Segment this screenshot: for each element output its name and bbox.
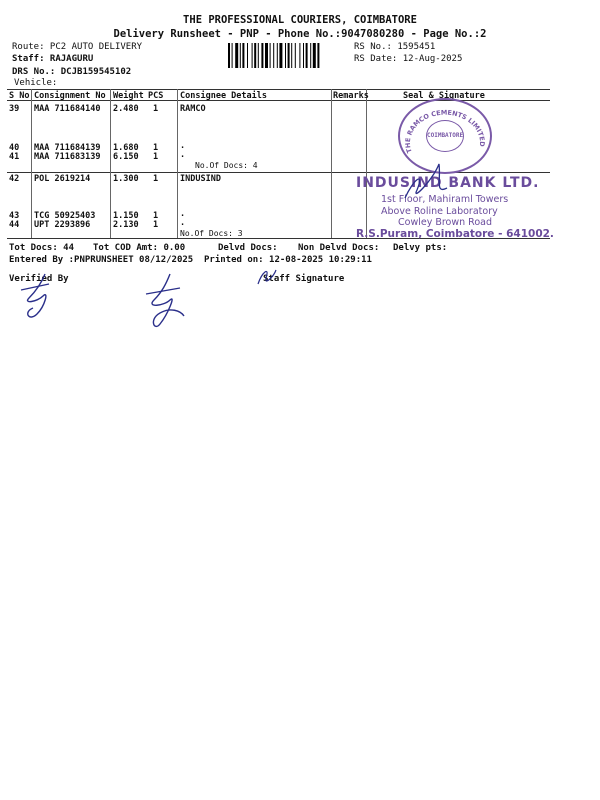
printed-on: Printed on: 12-08-2025 10:29:11 [204, 255, 372, 265]
barcode-bar [265, 43, 268, 68]
row-sno: 43 [9, 211, 20, 221]
barcode-bar [303, 43, 304, 68]
row-pcs: 1 [153, 152, 159, 162]
barcode-bar [285, 43, 286, 68]
barcode-bar [288, 43, 290, 68]
row-weight: 1.150 [113, 211, 139, 221]
row-sno: 44 [9, 220, 20, 230]
barcode-bar [228, 43, 230, 68]
header-pcs: PCS [148, 91, 164, 101]
barcode-bar [254, 43, 256, 68]
delivery-points: Delvy pts: [393, 243, 448, 253]
barcode-bar [252, 43, 253, 68]
header-remarks: Remarks [333, 91, 369, 101]
row-consignee: RAMCO [180, 104, 206, 114]
group-docs-count: No.Of Docs: 4 [195, 161, 258, 170]
barcode-bar [235, 43, 238, 68]
runsheet-title: Delivery Runsheet - PNP - Phone No.:9047080280 - Page No.:2 [113, 28, 487, 40]
barcode-bar [242, 43, 244, 68]
total-cod: Tot COD Amt: 0.00 [93, 243, 186, 253]
col-divider [110, 89, 111, 238]
delivered-docs: Delvd Docs: [218, 243, 278, 253]
drs-label: DRS No.: DCJB159545102 [12, 67, 132, 77]
header-seal: Seal & Signature [403, 91, 485, 101]
row-weight: 6.150 [113, 152, 139, 162]
col-divider [366, 89, 367, 238]
bank-stamp-line2: Above Roline Laboratory [381, 206, 498, 217]
barcode-bar [310, 43, 311, 68]
rs-date: RS Date: 12-Aug-2025 [354, 54, 463, 64]
barcode-bar [240, 43, 241, 68]
total-docs: Tot Docs: 44 [9, 243, 75, 253]
bank-stamp-line4: R.S.Puram, Coimbatore - 641002. [356, 228, 554, 240]
row-consignment: MAA 711683139 [34, 152, 101, 162]
ramco-stamp-center: COIMBATORE [426, 120, 464, 152]
staff-signature-icon [140, 270, 195, 336]
group-docs-count: No.Of Docs: 3 [180, 229, 243, 238]
row-consignee: . [180, 141, 186, 151]
row-consignee: . [180, 209, 186, 219]
seal-signature-icon [395, 150, 455, 210]
row-consignee: INDUSIND [180, 174, 221, 184]
group-divider [7, 172, 550, 173]
barcode-bar [273, 43, 274, 68]
barcode-bar [232, 43, 233, 68]
bank-stamp-name: INDUSIND BANK LTD. [356, 175, 540, 191]
bank-stamp-line3: Cowley Brown Road [398, 217, 493, 228]
barcode-icon [228, 43, 344, 68]
row-consignment: UPT 2293896 [34, 220, 91, 230]
rs-number: RS No.: 1595451 [354, 42, 436, 52]
row-pcs: 1 [153, 220, 159, 230]
barcode-bar [261, 43, 263, 68]
row-pcs: 1 [153, 104, 159, 114]
company-title: THE PROFESSIONAL COURIERS, COIMBATORE [183, 14, 417, 26]
barcode-bar [270, 43, 271, 68]
vehicle-label: Vehicle: [14, 78, 58, 88]
row-pcs: 1 [153, 211, 159, 221]
row-weight: 1.300 [113, 174, 139, 184]
ramco-stamp-ring-text: THE RAMCO CEMENTS LIMITED [403, 108, 487, 154]
barcode-bar [299, 43, 300, 68]
barcode-bar [258, 43, 259, 68]
entered-by: Entered By :PNPRUNSHEET 08/12/2025 [9, 255, 194, 265]
row-consignment: TCG 50925403 [34, 211, 96, 221]
barcode-bar [313, 43, 316, 68]
barcode-bar [295, 43, 296, 68]
header-sno: S No [9, 91, 30, 101]
barcode-bar [317, 43, 319, 68]
table-top-border [7, 89, 550, 90]
barcode-bar [306, 43, 308, 68]
row-consignment: POL 2619214 [34, 174, 91, 184]
row-consignment: MAA 711684140 [34, 104, 101, 114]
row-consignee: . [180, 150, 186, 160]
row-sno: 39 [9, 104, 20, 114]
row-sno: 42 [9, 174, 20, 184]
header-consignee: Consignee Details [180, 91, 267, 101]
row-weight: 2.130 [113, 220, 139, 230]
barcode-bar [291, 43, 292, 68]
row-pcs: 1 [153, 143, 159, 153]
header-weight: Weight [113, 91, 144, 101]
staff-label: Staff: RAJAGURU [12, 54, 94, 64]
row-pcs: 1 [153, 174, 159, 184]
header-consignment: Consignment No [34, 91, 106, 101]
staff-initial-icon [252, 262, 282, 292]
bank-stamp-line1: 1st Floor, Mahiraml Towers [381, 194, 509, 205]
row-weight: 1.680 [113, 143, 139, 153]
non-delivered-docs: Non Delvd Docs: [298, 243, 380, 253]
row-consignee: . [180, 218, 186, 228]
col-divider [177, 89, 178, 238]
verifier-signature-icon [15, 268, 65, 328]
row-consignment: MAA 711684139 [34, 143, 101, 153]
row-sno: 40 [9, 143, 20, 153]
row-weight: 2.480 [113, 104, 139, 114]
row-sno: 41 [9, 152, 20, 162]
col-divider [331, 89, 332, 238]
barcode-bar [277, 43, 278, 68]
barcode-bar [247, 43, 248, 68]
staff-signature-label: Staff Signature [263, 274, 345, 284]
verified-by-label: Verified By [9, 274, 69, 284]
col-divider [31, 89, 32, 238]
route-label: Route: PC2 AUTO DELIVERY [12, 42, 143, 52]
barcode-bar [279, 43, 282, 68]
